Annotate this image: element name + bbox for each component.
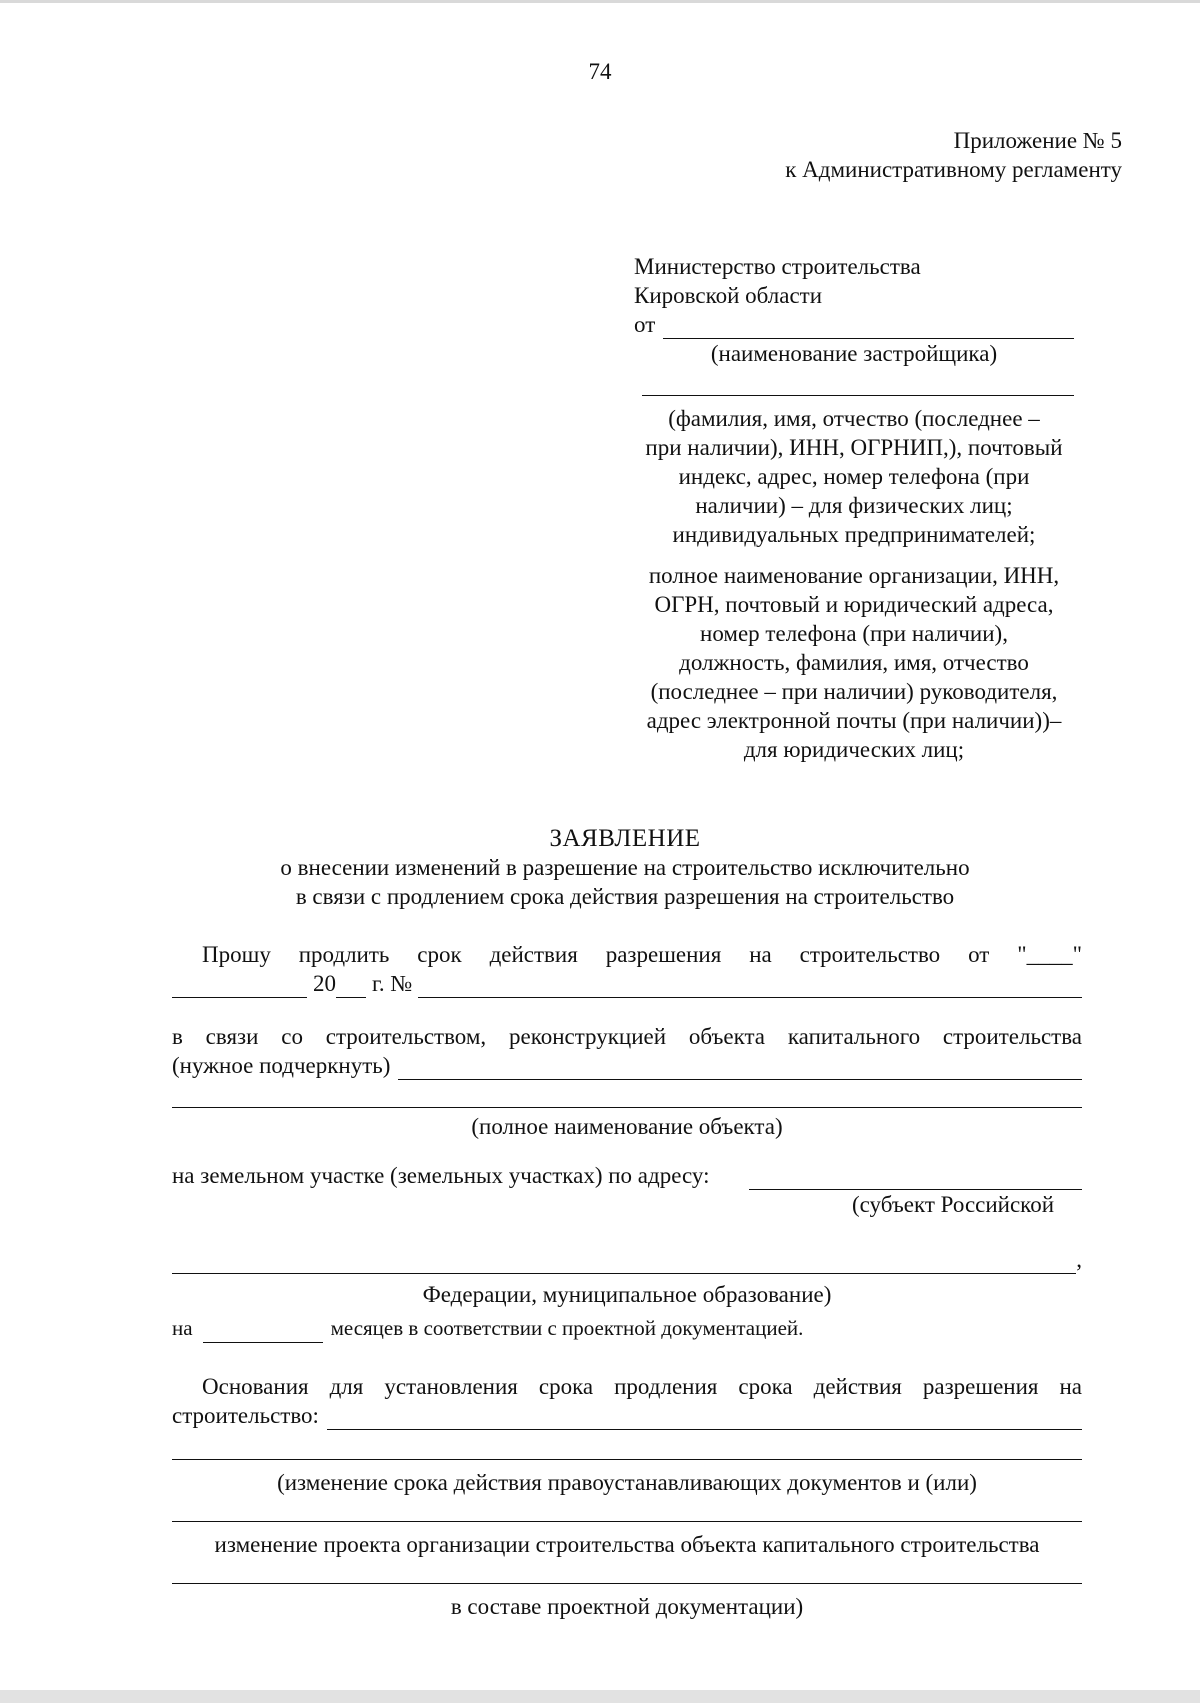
grounds-line1: Основания для установления срока продления срока действия разрешения на (202, 1374, 1082, 1399)
months-prefix: на (172, 1316, 193, 1340)
applicant-details-field[interactable] (642, 395, 1074, 396)
permit-date-row (172, 969, 1082, 998)
grounds-label: строительство: (172, 1403, 319, 1428)
appendix-reference: к Административному регламенту (785, 157, 1122, 182)
request-word: Прошу (202, 942, 271, 967)
statement-subtitle-line2: в связи с продлением срока действия разрешения на строительство (295, 884, 955, 909)
permit-number-field[interactable] (418, 975, 1082, 998)
permit-number-label: г. № (372, 971, 413, 996)
year-prefix: 20 (313, 971, 336, 996)
grounds-caption3: в составе проектной документации) (450, 1594, 804, 1619)
grounds-paragraph (172, 1372, 1082, 1621)
municipality-row (172, 1245, 1082, 1274)
ministry-name-line2: Кировской области (634, 283, 823, 308)
request-word: продлить (298, 942, 390, 967)
permit-month-field[interactable] (172, 975, 307, 998)
months-suffix: месяцев в соответствии с проектной документацией. (330, 1316, 804, 1340)
land-row (172, 1161, 1082, 1190)
individuals-caption-line: наличии) – для физических лиц; (695, 493, 1013, 518)
federation-caption: Федерации, муниципальное образование) (422, 1282, 832, 1307)
legal-entities-caption (634, 561, 1074, 764)
legal-caption-line: адрес электронной почты (при наличии))– (646, 708, 1062, 733)
months-row (172, 1314, 1082, 1343)
request-word: срок (417, 942, 462, 967)
request-line (172, 940, 1082, 969)
scan-top-edge (0, 0, 1200, 3)
individuals-caption-line: индекс, адрес, номер телефона (при (678, 464, 1030, 489)
request-paragraph (172, 940, 1082, 998)
legal-caption-line: для юридических лиц; (743, 737, 965, 762)
from-label: от (634, 312, 656, 337)
land-paragraph (172, 1161, 1082, 1309)
object-name-field[interactable] (398, 1057, 1082, 1080)
legal-caption-line: (последнее – при наличии) руководителя, (650, 679, 1058, 704)
construction-row (172, 1051, 1082, 1080)
request-word: строительство (799, 942, 941, 967)
statement-subtitle-line1: о внесении изменений в разрешение на строительство исключительно (280, 855, 970, 880)
individuals-caption-line: при наличии), ИНН, ОГРНИП,), почтовый (645, 435, 1063, 460)
statement-title-block (170, 824, 1080, 911)
request-word: от (968, 942, 990, 967)
individuals-caption-line: (фамилия, имя, отчество (последнее – (668, 406, 1040, 431)
developer-name-field[interactable] (663, 316, 1074, 339)
land-label: на земельном участке (земельных участках) по адресу: (172, 1163, 710, 1188)
comma: , (1076, 1247, 1082, 1272)
statement-heading: ЗАЯВЛЕНИЕ (549, 825, 701, 852)
object-caption: (полное наименование объекта) (471, 1114, 783, 1139)
individuals-caption-line: индивидуальных предпринимателей; (672, 522, 1036, 547)
grounds-caption2: изменение проекта организации строительства объекта капитального строительства (214, 1532, 1040, 1557)
permit-year-field[interactable] (336, 975, 366, 998)
from-row (634, 310, 1074, 339)
months-count-field[interactable] (203, 1320, 323, 1343)
object-name-field-2[interactable] (172, 1107, 1082, 1108)
grounds-field-2[interactable] (172, 1459, 1082, 1460)
legal-caption-line: ОГРН, почтовый и юридический адреса, (654, 592, 1054, 617)
scan-bottom-edge (0, 1690, 1200, 1703)
municipality-field[interactable] (172, 1251, 1076, 1274)
request-word: действия (489, 942, 578, 967)
page-number: 74 (588, 59, 612, 84)
legal-caption-line: должность, фамилия, имя, отчество (679, 650, 1029, 675)
individuals-caption (634, 404, 1074, 549)
grounds-row (172, 1401, 1082, 1430)
grounds-field[interactable] (327, 1407, 1082, 1430)
grounds-field-4[interactable] (172, 1583, 1082, 1584)
land-subject-field[interactable] (749, 1167, 1082, 1190)
construction-line1: в связи со строительством, реконструкцией объекта капитального строительства (172, 1024, 1082, 1049)
choose-note: (нужное подчеркнуть) (172, 1053, 391, 1078)
legal-caption-line: номер телефона (при наличии), (700, 621, 1008, 646)
request-word: разрешения (605, 942, 722, 967)
request-word: на (749, 942, 772, 967)
construction-paragraph (172, 1022, 1082, 1141)
ministry-name-line1: Министерство строительства (634, 254, 921, 279)
grounds-caption1: (изменение срока действия правоустанавливающих документов и (или) (277, 1470, 977, 1495)
subject-caption: (субъект Российской (851, 1192, 1054, 1217)
grounds-field-3[interactable] (172, 1521, 1082, 1522)
months-paragraph (172, 1314, 1082, 1343)
appendix-header (785, 126, 1122, 184)
permit-day-field[interactable]: "____" (1017, 942, 1082, 967)
developer-caption: (наименование застройщика) (710, 341, 998, 366)
addressee-block (634, 252, 1074, 764)
legal-caption-line: полное наименование организации, ИНН, (648, 563, 1060, 588)
appendix-number: Приложение № 5 (953, 128, 1122, 153)
